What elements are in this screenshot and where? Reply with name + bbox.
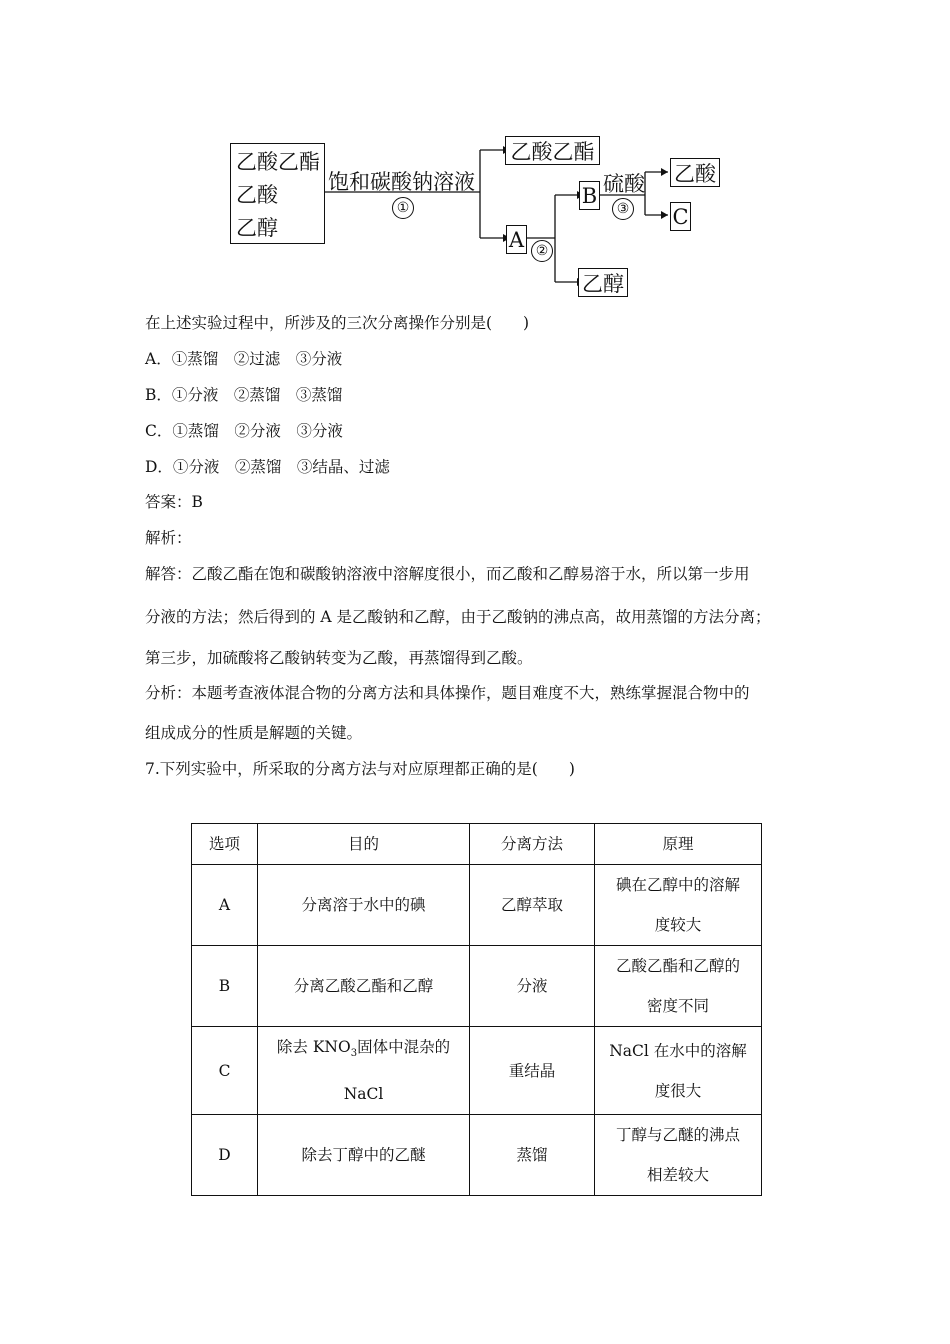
flow-connectors	[0, 0, 950, 310]
reagent3-label: 硫酸	[603, 172, 645, 196]
option-a: A．①蒸馏 ②过滤 ③分液	[145, 350, 343, 368]
row-purpose: 除去丁醇中的乙醚	[258, 1115, 470, 1196]
option-b: B．①分液 ②蒸馏 ③蒸馏	[145, 386, 343, 404]
principle-line: 碘在乙醇中的溶解	[615, 876, 740, 894]
solution-line-2: 分液的方法；然后得到的 A 是乙酸钠和乙醇，由于乙酸钠的沸点高，故用蒸馏的方法分离；	[145, 608, 771, 626]
row-option: A	[192, 865, 258, 946]
principle-line: 密度不同	[646, 997, 709, 1015]
product-ester-box: 乙酸乙酯	[505, 136, 600, 165]
separation-flow-diagram	[0, 0, 950, 310]
mixture-item-ethanol: 乙醇	[236, 215, 278, 240]
principle-line: 相差较大	[646, 1166, 709, 1185]
mixture-item-ester: 乙酸乙酯	[236, 149, 320, 174]
step3-marker: ③	[612, 198, 634, 220]
table-row	[192, 946, 762, 1027]
solution-line-1: 解答：乙酸乙酯在饱和碳酸钠溶液中溶解度很小，而乙酸和乙醇易溶于水，所以第一步用	[145, 565, 750, 583]
row-principle	[595, 865, 762, 946]
row-method: 重结晶	[470, 1027, 595, 1115]
reagent1-label: 饱和碳酸钠溶液	[328, 170, 475, 194]
row-principle	[595, 1115, 762, 1196]
solution-line-3: 第三步，加硫酸将乙酸钠转变为乙酸，再蒸馏得到乙酸。	[145, 649, 533, 667]
product-acid-box: 乙酸	[670, 158, 720, 187]
header-purpose: 目的	[258, 824, 470, 865]
table-header-row	[192, 824, 762, 865]
analysis-label: 解析：	[145, 529, 192, 547]
row-purpose	[258, 1027, 470, 1115]
question7-stem: 7.下列实验中，所采取的分离方法与对应原理都正确的是( )	[145, 760, 575, 778]
answer-line: 答案：B	[145, 493, 203, 511]
option-d: D．①分液 ②蒸馏 ③结晶、过滤	[145, 458, 390, 476]
node-c-box: C	[670, 202, 691, 231]
comment-line-2: 组成成分的性质是解题的关键。	[145, 724, 363, 742]
row-option: B	[192, 946, 258, 1027]
step2-marker: ②	[531, 240, 553, 262]
option-c: C．①蒸馏 ②分液 ③分液	[145, 422, 343, 440]
table-row	[192, 865, 762, 946]
step1-marker: ①	[392, 197, 414, 219]
row-purpose: 分离溶于水中的碘	[258, 865, 470, 946]
purpose-subscript: 3	[350, 1048, 358, 1060]
purpose-text-b: 固体中混杂的	[357, 1038, 451, 1056]
header-principle: 原理	[595, 824, 762, 865]
purpose-text-a: 除去 KNO	[276, 1038, 351, 1056]
table-row	[192, 1115, 762, 1196]
comment-line-1: 分析：本题考查液体混合物的分离方法和具体操作，题目难度不大，熟练掌握混合物中的	[145, 684, 750, 702]
mixture-item-acid: 乙酸	[236, 182, 278, 207]
row-method: 分液	[470, 946, 595, 1027]
row-option: D	[192, 1115, 258, 1196]
principle-line: 乙酸乙酯和乙醇的	[615, 957, 740, 975]
question-stem: 在上述实验过程中，所涉及的三次分离操作分别是( )	[145, 314, 530, 332]
row-principle	[595, 946, 762, 1027]
purpose-line: NaCl	[343, 1085, 384, 1104]
row-option: C	[192, 1027, 258, 1115]
row-method: 蒸馏	[470, 1115, 595, 1196]
mixture-box	[230, 143, 325, 244]
product-ethanol-box: 乙醇	[578, 268, 628, 297]
table-row	[192, 1027, 762, 1115]
node-b-box: B	[579, 181, 600, 210]
principle-line: 度较大	[654, 916, 702, 934]
row-purpose: 分离乙酸乙酯和乙醇	[258, 946, 470, 1027]
row-principle	[595, 1027, 762, 1115]
purpose-line	[258, 1027, 469, 1074]
node-a-box: A	[506, 225, 527, 254]
header-option: 选项	[192, 824, 258, 865]
principle-line: NaCl 在水中的溶解	[609, 1041, 747, 1060]
principle-line: 度很大	[654, 1081, 702, 1100]
principle-line: 丁醇与乙醚的沸点	[615, 1126, 740, 1145]
header-method: 分离方法	[470, 824, 595, 865]
row-method: 乙醇萃取	[470, 865, 595, 946]
question7-table	[191, 823, 762, 1196]
